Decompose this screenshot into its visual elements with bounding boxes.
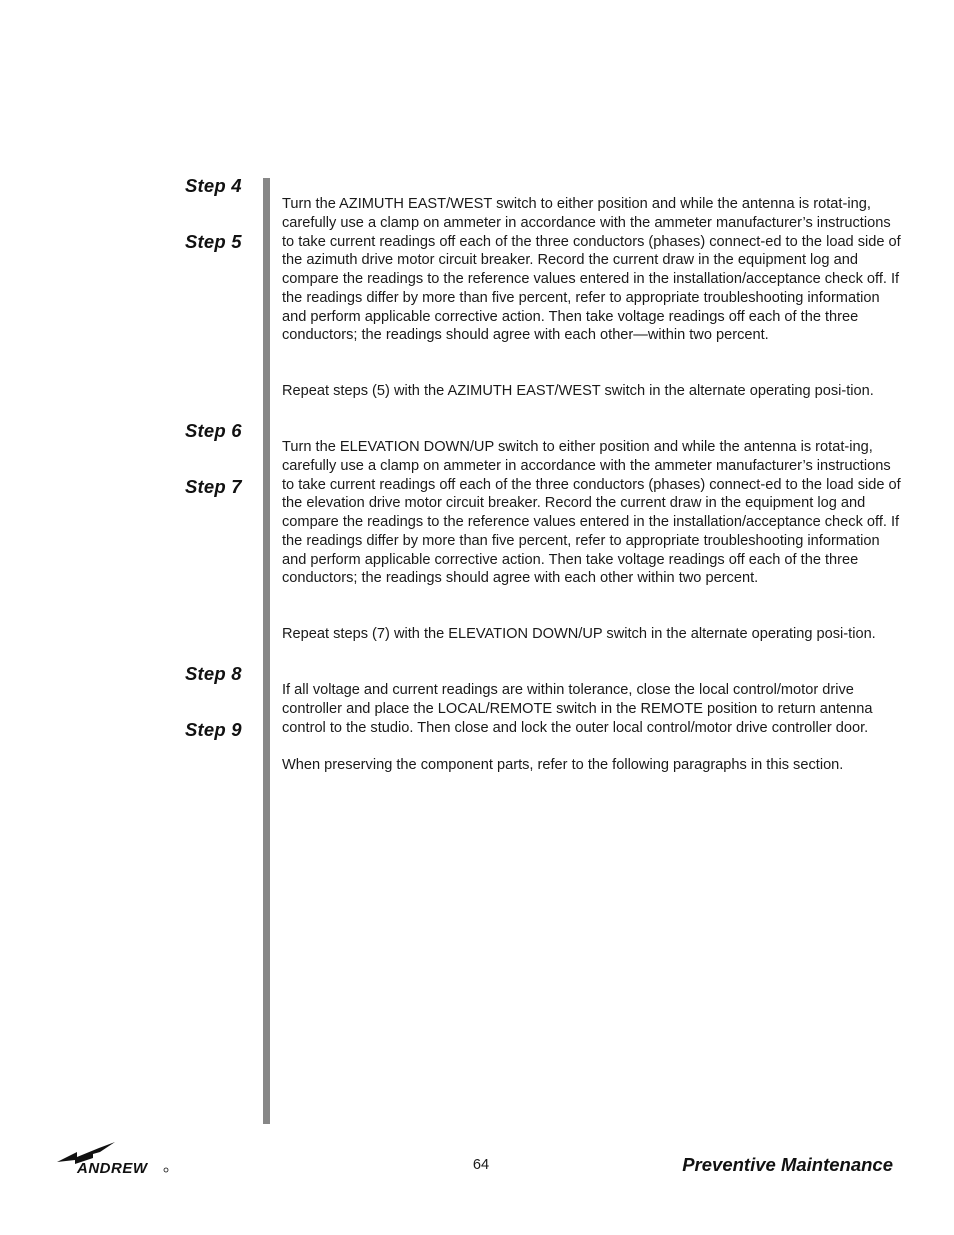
paragraph-elevation-repeat: Repeat steps (7) with the ELEVATION DOWN/UP switch in the alternate operating posi-tion. (282, 626, 876, 642)
step-8-label: Step 8 (185, 663, 242, 684)
paragraph-preserving: When preserving the component parts, refer to the following paragraphs in this section. (282, 757, 844, 773)
footer-section-title: Preventive Maintenance (682, 1154, 893, 1175)
step-7-label: Step 7 (185, 476, 242, 497)
paragraph-azimuth-repeat: Repeat steps (5) with the AZIMUTH EAST/WEST switch in the alternate operating posi-tion. (282, 383, 874, 399)
step-5-label: Step 5 (185, 231, 242, 252)
step-4-label: Step 4 (185, 175, 242, 196)
step-6-label: Step 6 (185, 420, 242, 441)
paragraph-elevation-readings: Turn the ELEVATION DOWN/UP switch to either position and while the antenna is rotat-ing, carefully use a clamp on ammeter in accordance with the ammeter manufacturer’s instructions to take current readings off each of the three conductors (phases) connect-ed to the load side of the elevation drive motor circuit breaker. Record the current draw in the equipment log and compare the readings to the reference values entered in the installation/acceptance check off. If the readings differ by more than five percent, refer to appropriate troubleshooting information and perform applicable corrective action. Then take voltage readings off each of the three conductors; the readings should agree with each other within two percent. (282, 439, 901, 587)
andrew-lightning-logo-icon (55, 1140, 170, 1176)
svg-text:ANDREW: ANDREW (77, 1160, 148, 1176)
vertical-rule (263, 178, 270, 1124)
page-number: 64 (472, 1157, 490, 1173)
andrew-logo (55, 1140, 170, 1176)
step-9-label: Step 9 (185, 719, 242, 740)
paragraph-close-controller: If all voltage and current readings are within tolerance, close the local control/motor drive controller and place the LOCAL/REMOTE switch in the REMOTE position to return antenna control to the studio. Then close and lock the outer local control/motor drive controller door. (282, 682, 873, 736)
paragraph-azimuth-readings: Turn the AZIMUTH EAST/WEST switch to either position and while the antenna is rotat-ing, carefully use a clamp on ammeter in accordance with the ammeter manufacturer’s instructions to take current readings off each of the three conductors (phases) connect-ed to the load side of the azimuth drive motor circuit breaker. Record the current draw in the equipment log and compare the readings to the reference values entered in the installation/acceptance check off. If the readings differ by more than five percent, refer to appropriate troubleshooting information and perform applicable corrective action. Then take voltage readings off each of the three conductors; the readings should agree with each other—within two percent. (282, 196, 901, 344)
